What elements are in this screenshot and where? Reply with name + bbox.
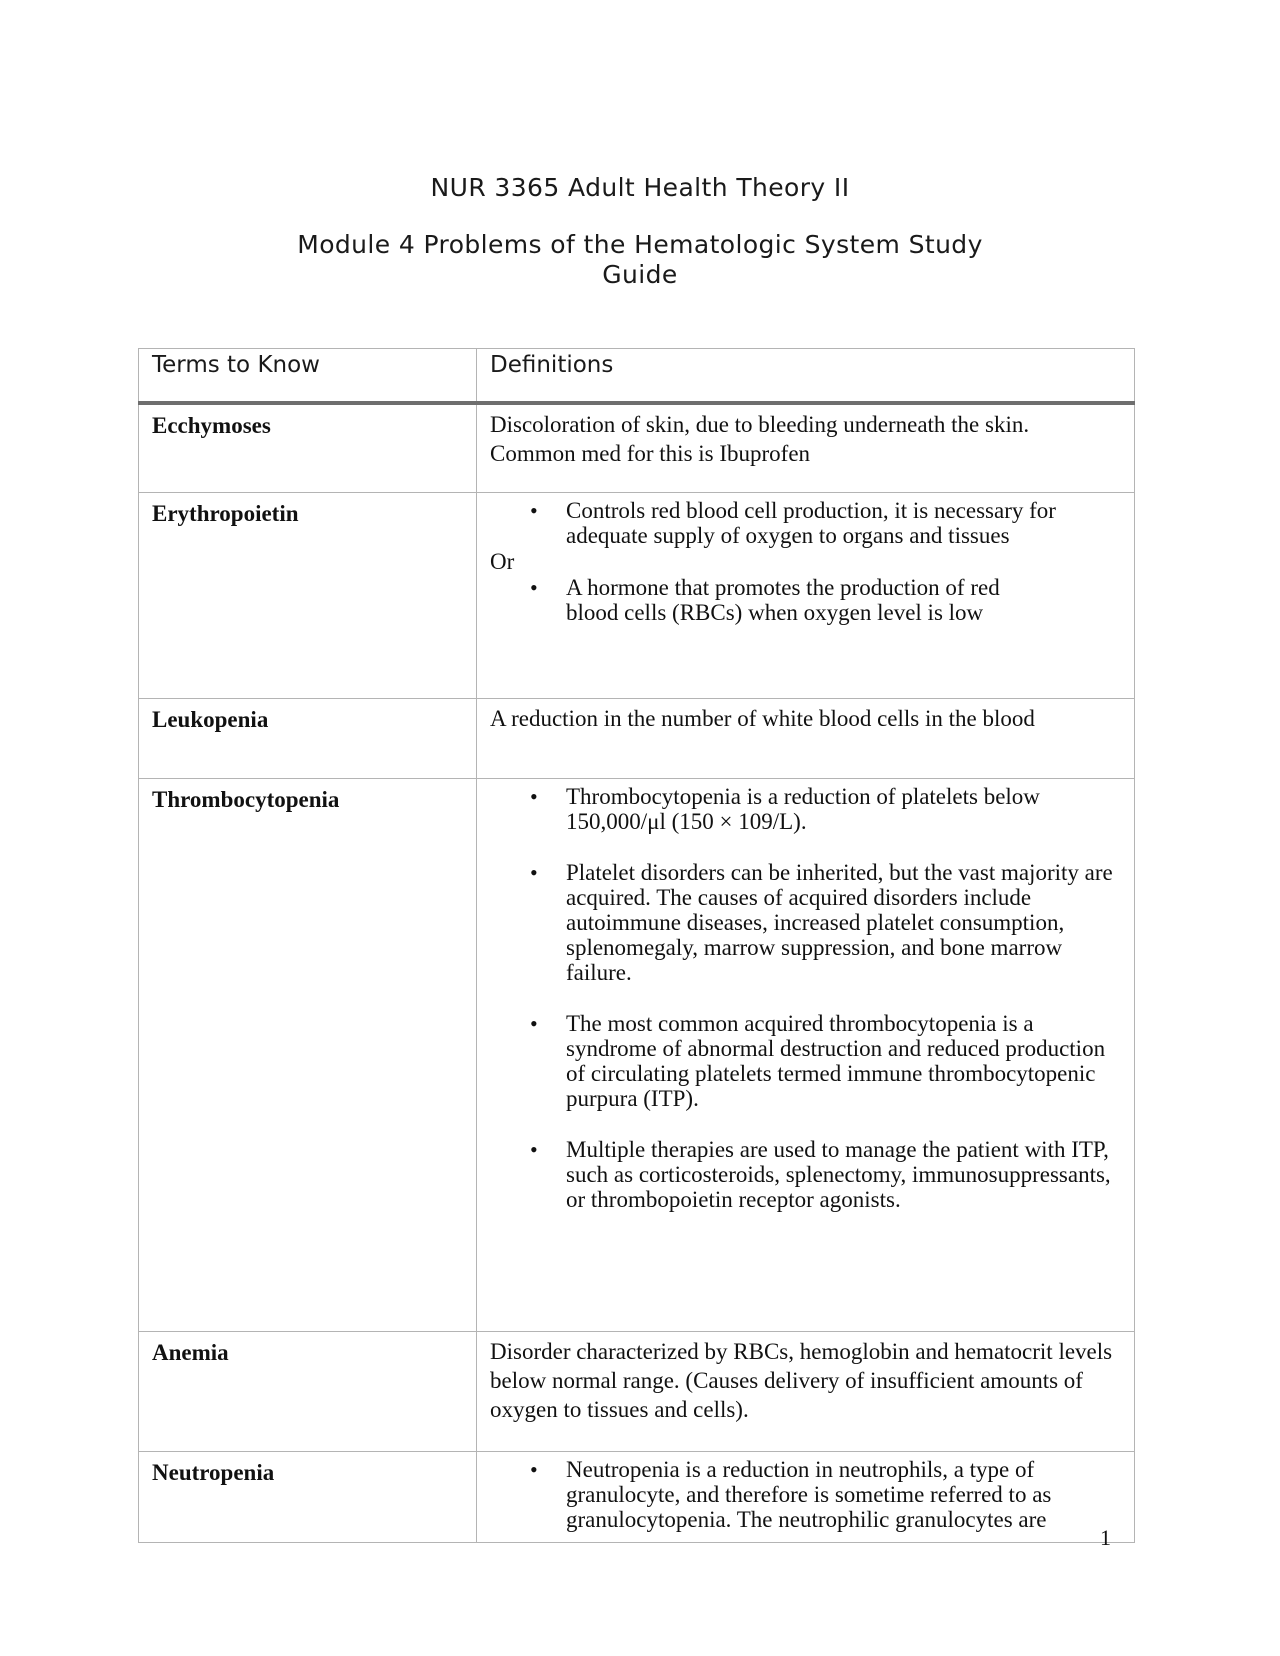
bullet-list xyxy=(490,575,1126,625)
term-cell: Erythropoietin xyxy=(139,493,477,699)
bullet-item: • Platelet disorders can be inherited, but the vast majority are acquired. The causes of acquired disorders include autoimmune diseases, increased platelet consumption, splenomegaly, marrow suppression, and bone marrow failure. xyxy=(490,860,1126,985)
term-cell: Ecchymoses xyxy=(139,403,477,493)
definition-cell xyxy=(477,403,1135,493)
definition-text: Discoloration of skin, due to bleeding underneath the skin. xyxy=(490,412,1030,437)
bullet-list xyxy=(490,1457,1126,1532)
definition-cell xyxy=(477,493,1135,699)
definition-text: A reduction in the number of white blood cells in the blood xyxy=(490,706,1035,731)
bullet-item: • Controls red blood cell production, it is necessary for adequate supply of oxygen to organs and tissues xyxy=(490,498,1126,548)
term-cell: Neutropenia xyxy=(139,1452,477,1543)
definition-cell xyxy=(477,1332,1135,1452)
header-definitions xyxy=(477,349,1135,404)
term-cell: Anemia xyxy=(139,1332,477,1452)
or-separator: Or xyxy=(490,549,515,574)
term-cell: Leukopenia xyxy=(139,699,477,779)
table-header-row xyxy=(139,349,1135,404)
subtitle-line-2: Guide xyxy=(602,260,678,289)
bullet-list xyxy=(490,784,1126,1212)
table-row xyxy=(139,1332,1135,1452)
table-row xyxy=(139,403,1135,493)
bullet-item: • A hormone that promotes the production of red blood cells (RBCs) when oxygen level is low xyxy=(490,575,1126,625)
subtitle-line-1: Module 4 Problems of the Hematologic System Study xyxy=(297,230,983,259)
definition-cell xyxy=(477,1452,1135,1543)
bullet-list xyxy=(490,498,1126,548)
bullet-item: • Neutropenia is a reduction in neutrophils, a type of granulocyte, and therefore is sometime referred to as granulocytopenia. The neutrophilic granulocytes are xyxy=(490,1457,1126,1532)
page-number: 1 xyxy=(1100,1525,1111,1550)
definition-text: Common med for this is Ibuprofen xyxy=(490,441,811,466)
definition-cell xyxy=(477,779,1135,1332)
table-row xyxy=(139,779,1135,1332)
header-terms-label: Terms to Know xyxy=(152,352,320,378)
definition-cell xyxy=(477,699,1135,779)
bullet-item: • Multiple therapies are used to manage the patient with ITP, such as corticosteroids, splenectomy, immunosuppressants, or thrombopoietin receptor agonists. xyxy=(490,1137,1126,1212)
definition-text: Disorder characterized by RBCs, hemoglobin and hematocrit levels below normal range. (Causes delivery of insufficient amounts of oxygen to tissues and cells). xyxy=(490,1339,1113,1422)
table-row xyxy=(139,1452,1135,1543)
table-row xyxy=(139,493,1135,699)
header-terms xyxy=(139,349,477,404)
terms-table xyxy=(138,348,1135,1543)
bullet-item: • The most common acquired thrombocytopenia is a syndrome of abnormal destruction and reduced production of circulating platelets termed immune thrombocytopenic purpura (ITP). xyxy=(490,1011,1126,1111)
table-row xyxy=(139,699,1135,779)
term-cell: Thrombocytopenia xyxy=(139,779,477,1332)
bullet-item: • Thrombocytopenia is a reduction of platelets below 150,000/μl (150 × 109/L). xyxy=(490,784,1126,834)
document-subtitle xyxy=(0,230,1280,290)
header-definitions-label: Definitions xyxy=(490,352,614,378)
document-title: NUR 3365 Adult Health Theory II xyxy=(430,173,850,202)
